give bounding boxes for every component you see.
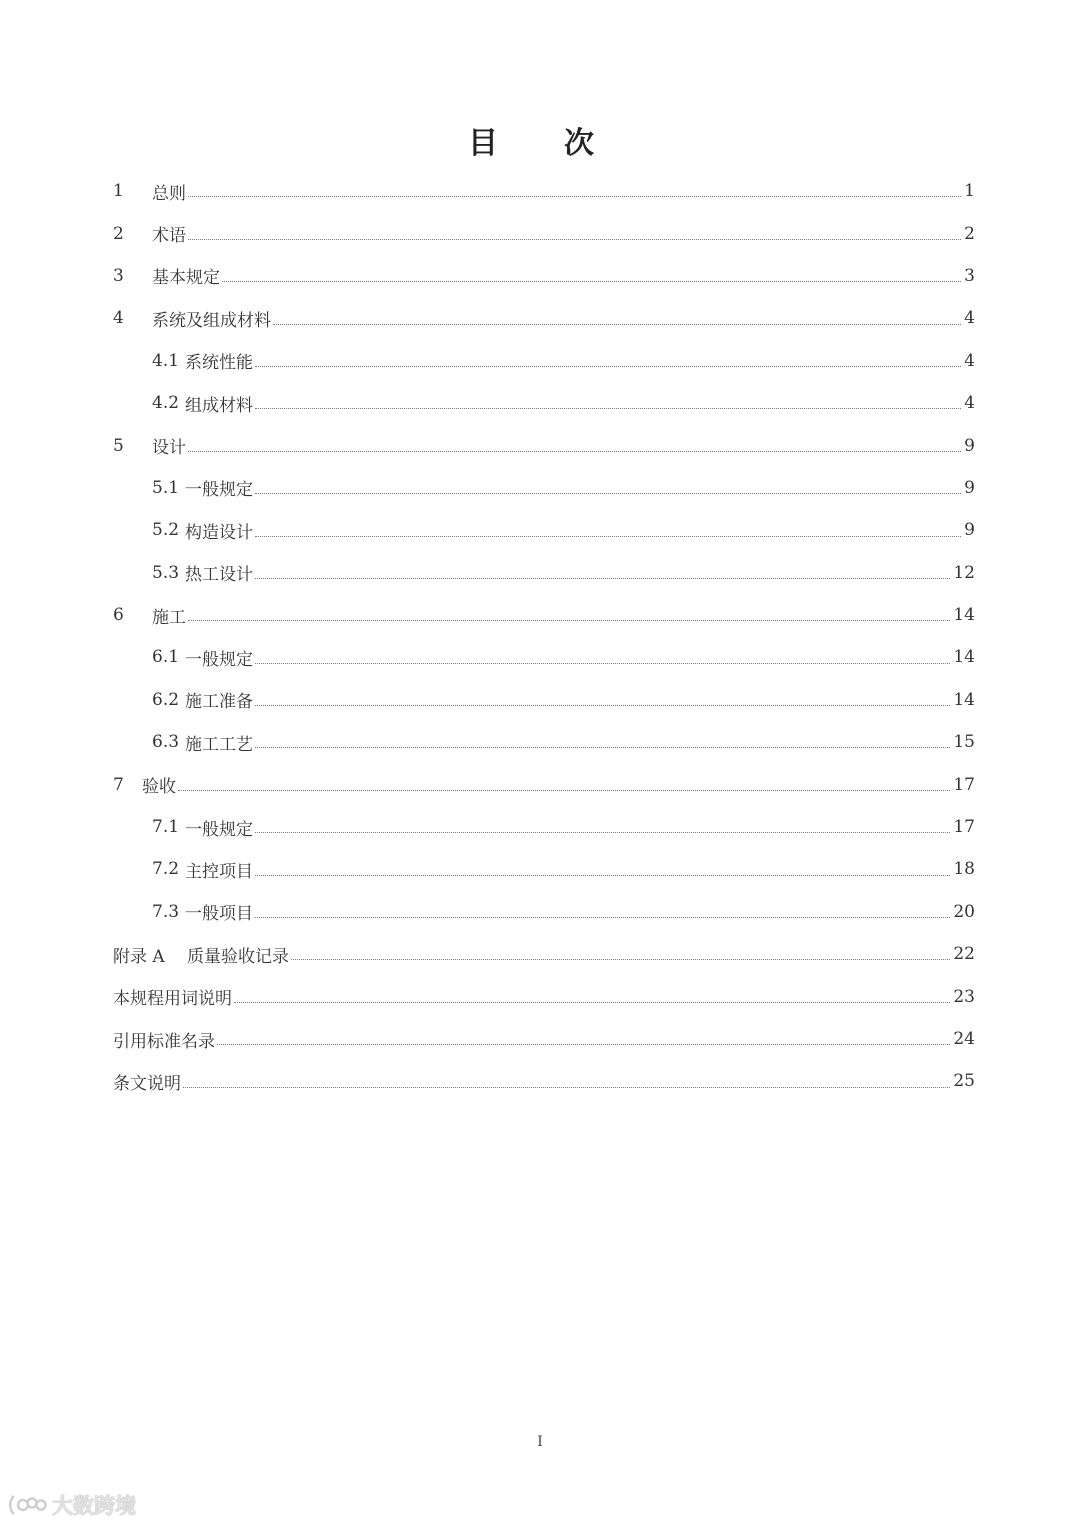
toc-entry-title: 热工设计 <box>185 565 253 586</box>
leader-dots <box>255 493 961 494</box>
toc-entry-page: 1 <box>964 181 975 202</box>
toc-entry-page: 14 <box>953 605 975 626</box>
toc-entry-number: 7.1 <box>152 817 180 838</box>
toc-entry[interactable] <box>0 255 1080 297</box>
toc-entry-page: 12 <box>953 562 975 583</box>
toc-entry[interactable] <box>0 594 1080 636</box>
toc-entry-number: 7.3 <box>152 901 180 922</box>
toc-entry-page: 22 <box>953 944 975 965</box>
toc-entry-title: 施工 <box>152 607 186 628</box>
toc-entry-page: 25 <box>953 1071 975 1092</box>
leader-dots <box>222 281 961 282</box>
leader-dots <box>188 620 950 621</box>
toc-appendix-entry[interactable] <box>0 933 1080 975</box>
toc-entry-page: 14 <box>953 689 975 710</box>
leader-dots <box>273 324 961 325</box>
table-of-contents <box>0 170 1080 1103</box>
leader-dots <box>188 196 961 197</box>
toc-subentry[interactable] <box>0 806 1080 848</box>
toc-entry-title: 施工工艺 <box>185 734 253 755</box>
page-title: 目 次 <box>468 126 612 161</box>
toc-entry[interactable] <box>0 424 1080 466</box>
toc-entry[interactable] <box>0 170 1080 212</box>
toc-subentry[interactable] <box>0 509 1080 551</box>
leader-dots <box>255 536 961 537</box>
toc-entry-number: 6.2 <box>152 689 180 710</box>
toc-subentry[interactable] <box>0 382 1080 424</box>
toc-subentry[interactable] <box>0 552 1080 594</box>
toc-entry-number: 3 <box>113 265 124 286</box>
leader-dots <box>291 959 950 960</box>
toc-entry-page: 9 <box>964 435 975 456</box>
toc-entry-title: 引用标准名录 <box>113 1031 215 1052</box>
toc-entry-page: 15 <box>953 732 975 753</box>
toc-entry-page: 23 <box>953 986 975 1007</box>
leader-dots <box>183 1087 950 1088</box>
toc-entry-number: 4 <box>113 308 124 329</box>
toc-entry-number: 5 <box>113 435 124 456</box>
toc-entry-page: 14 <box>953 647 975 668</box>
toc-entry-page: 4 <box>964 393 975 414</box>
toc-entry-page: 9 <box>964 477 975 498</box>
toc-entry-title: 术语 <box>152 226 186 247</box>
toc-entry-page: 4 <box>964 308 975 329</box>
toc-entry-page: 2 <box>964 223 975 244</box>
toc-entry[interactable] <box>0 975 1080 1017</box>
toc-entry-number: 5.3 <box>152 562 180 583</box>
toc-entry-title: 一般规定 <box>185 819 253 840</box>
toc-entry-number: 6.1 <box>152 647 180 668</box>
toc-entry-number: 4.1 <box>152 350 180 371</box>
toc-entry-title: 施工准备 <box>185 692 253 713</box>
leader-dots <box>255 408 961 409</box>
leader-dots <box>178 790 950 791</box>
toc-entry-number: 附录 A <box>113 946 165 967</box>
toc-entry-number: 7 <box>113 774 124 795</box>
toc-entry-title: 一般项目 <box>185 904 253 925</box>
toc-entry-title: 基本规定 <box>152 268 220 289</box>
toc-entry[interactable] <box>0 297 1080 339</box>
toc-entry-page: 18 <box>953 859 975 880</box>
leader-dots <box>255 578 950 579</box>
toc-entry-title: 系统及组成材料 <box>152 310 271 331</box>
leader-dots <box>255 663 950 664</box>
toc-entry[interactable] <box>0 763 1080 805</box>
toc-entry-title: 设计 <box>152 438 186 459</box>
watermark <box>8 1490 136 1520</box>
toc-entry-page: 17 <box>953 774 975 795</box>
toc-entry-title: 构造设计 <box>185 522 253 543</box>
toc-entry-title: 一般规定 <box>185 480 253 501</box>
watermark-logo-icon <box>8 1492 48 1518</box>
toc-entry-number: 1 <box>113 181 124 202</box>
toc-entry-title: 组成材料 <box>185 395 253 416</box>
leader-dots <box>255 747 950 748</box>
toc-entry[interactable] <box>0 1018 1080 1060</box>
leader-dots <box>255 917 950 918</box>
toc-entry-title: 条文说明 <box>113 1073 181 1094</box>
toc-entry-page: 17 <box>953 817 975 838</box>
toc-subentry[interactable] <box>0 340 1080 382</box>
toc-entry-number: 6.3 <box>152 732 180 753</box>
toc-entry-title: 质量验收记录 <box>187 946 289 967</box>
leader-dots <box>234 1002 950 1003</box>
toc-subentry[interactable] <box>0 636 1080 678</box>
toc-entry-number: 6 <box>113 605 124 626</box>
toc-subentry[interactable] <box>0 848 1080 890</box>
leader-dots <box>255 705 950 706</box>
toc-entry-number: 5.2 <box>152 520 180 541</box>
leader-dots <box>255 832 950 833</box>
toc-entry-title: 本规程用词说明 <box>113 989 232 1010</box>
toc-entry-page: 20 <box>953 901 975 922</box>
page-number: I <box>537 1434 543 1450</box>
toc-entry-title: 一般规定 <box>185 649 253 670</box>
leader-dots <box>188 451 961 452</box>
toc-subentry[interactable] <box>0 891 1080 933</box>
toc-entry-page: 9 <box>964 520 975 541</box>
toc-entry-title: 验收 <box>142 777 176 798</box>
leader-dots <box>188 239 961 240</box>
toc-entry[interactable] <box>0 212 1080 254</box>
toc-entry-title: 主控项目 <box>185 861 253 882</box>
leader-dots <box>255 875 950 876</box>
toc-entry[interactable] <box>0 1060 1080 1102</box>
toc-subentry[interactable] <box>0 679 1080 721</box>
toc-entry-number: 2 <box>113 223 124 244</box>
toc-entry-number: 4.2 <box>152 393 180 414</box>
toc-entry-page: 4 <box>964 350 975 371</box>
toc-entry-page: 24 <box>953 1029 975 1049</box>
toc-subentry[interactable] <box>0 467 1080 509</box>
leader-dots <box>217 1044 950 1045</box>
toc-entry-number: 7.2 <box>152 859 180 880</box>
toc-entry-page: 3 <box>964 265 975 286</box>
toc-entry-title: 总则 <box>152 183 186 204</box>
watermark-text: 大数跨境 <box>52 1494 136 1518</box>
leader-dots <box>255 366 961 367</box>
toc-subentry[interactable] <box>0 721 1080 763</box>
toc-entry-number: 5.1 <box>152 477 180 498</box>
toc-entry-title: 系统性能 <box>185 353 253 374</box>
